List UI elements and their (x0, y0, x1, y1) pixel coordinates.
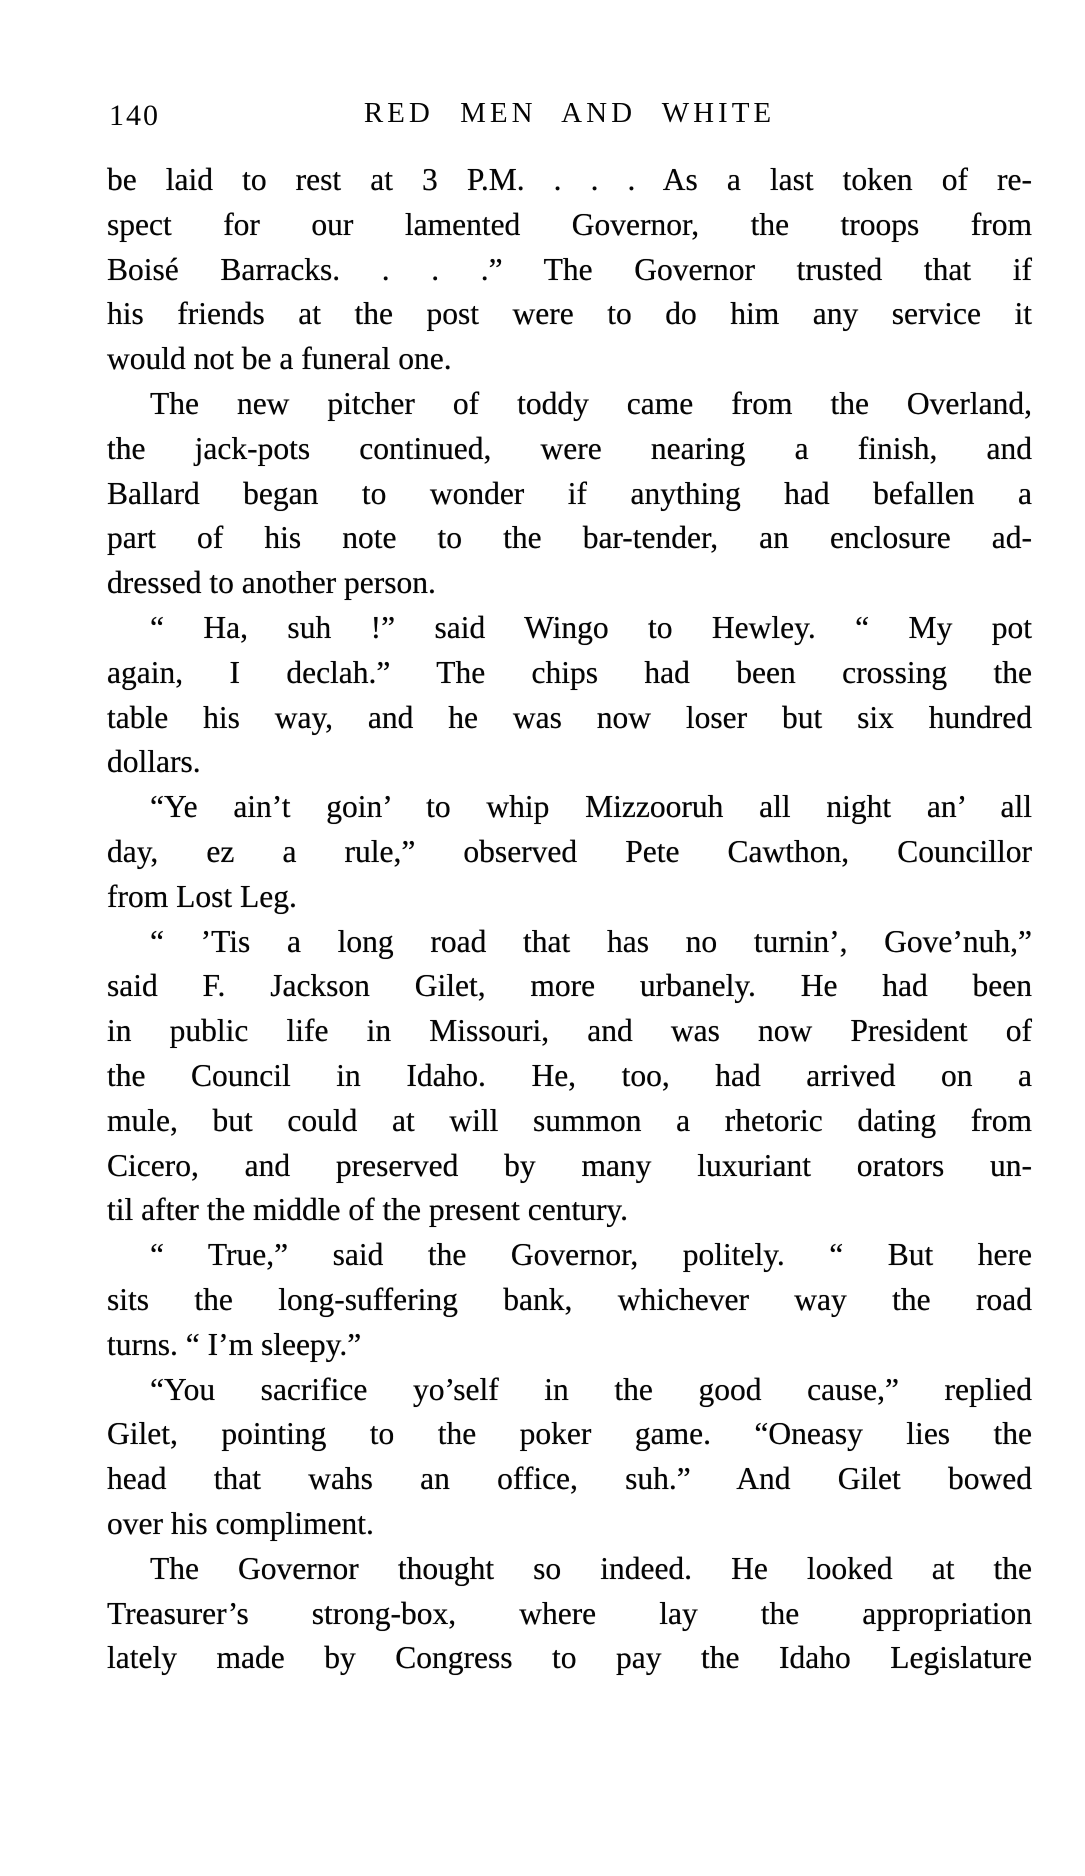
text-line: over his compliment. (107, 1505, 374, 1541)
text-line: table his way, and he was now loser but six hundred (107, 699, 1032, 735)
text-line: the Council in Idaho. He, too, had arrived on a (107, 1057, 1032, 1093)
text-line: from Lost Leg. (107, 878, 297, 914)
running-header-title: RED MEN AND WHITE (363, 97, 776, 129)
text-line: dollars. (107, 744, 201, 780)
text-line: said F. Jackson Gilet, more urbanely. He had been (107, 968, 1032, 1004)
text-line: his friends at the post were to do him any service it (107, 296, 1032, 332)
text-line: The new pitcher of toddy came from the Overland, (150, 385, 1032, 421)
text-line: “You sacrifice yo’self in the good cause,” replied (150, 1371, 1032, 1407)
running-header (107, 97, 1032, 139)
body-text (107, 158, 1032, 1681)
text-line: lately made by Congress to pay the Idaho Legislature (107, 1640, 1032, 1676)
text-line: spect for our lamented Governor, the troops from (107, 206, 1032, 242)
text-line: The Governor thought so indeed. He looked at the (150, 1550, 1032, 1586)
text-line: “ Ha, suh !” said Wingo to Hewley. “ My pot (150, 609, 1032, 645)
text-line: Treasurer’s strong-box, where lay the appropriation (107, 1595, 1032, 1631)
text-line: “ ’Tis a long road that has no turnin’, Gove’nuh,” (150, 923, 1032, 959)
text-line: Gilet, pointing to the poker game. “Oneasy lies the (107, 1416, 1032, 1452)
page-number: 140 (109, 99, 160, 132)
text-line: Ballard began to wonder if anything had befallen a (107, 475, 1032, 511)
text-line: would not be a funeral one. (107, 341, 452, 377)
text-line: be laid to rest at 3 P.M. . . . As a last token of re- (107, 162, 1032, 197)
text-line: “ True,” said the Governor, politely. “ But here (150, 1237, 1032, 1273)
text-line: again, I declah.” The chips had been crossing the (107, 654, 1032, 690)
text-line: til after the middle of the present century. (107, 1192, 629, 1228)
text-line: head that wahs an office, suh.” And Gilet bowed (107, 1461, 1032, 1497)
text-line: part of his note to the bar-tender, an enclosure ad- (107, 520, 1032, 556)
text-line: sits the long-suffering bank, whichever way the road (107, 1281, 1032, 1317)
text-line: “Ye ain’t goin’ to whip Mizzooruh all night an’ all (150, 789, 1032, 825)
text-line: turns. “ I’m sleepy.” (107, 1326, 362, 1362)
text-line: Boisé Barracks. . . .” The Governor trusted that if (107, 251, 1032, 287)
text-line: dressed to another person. (107, 565, 436, 601)
text-line: the jack-pots continued, were nearing a finish, and (107, 430, 1032, 466)
text-line: mule, but could at will summon a rhetoric dating from (107, 1102, 1032, 1138)
text-line: in public life in Missouri, and was now President of (107, 1013, 1032, 1049)
text-line: Cicero, and preserved by many luxuriant orators un- (107, 1147, 1032, 1183)
text-line: day, ez a rule,” observed Pete Cawthon, Councillor (107, 833, 1032, 869)
